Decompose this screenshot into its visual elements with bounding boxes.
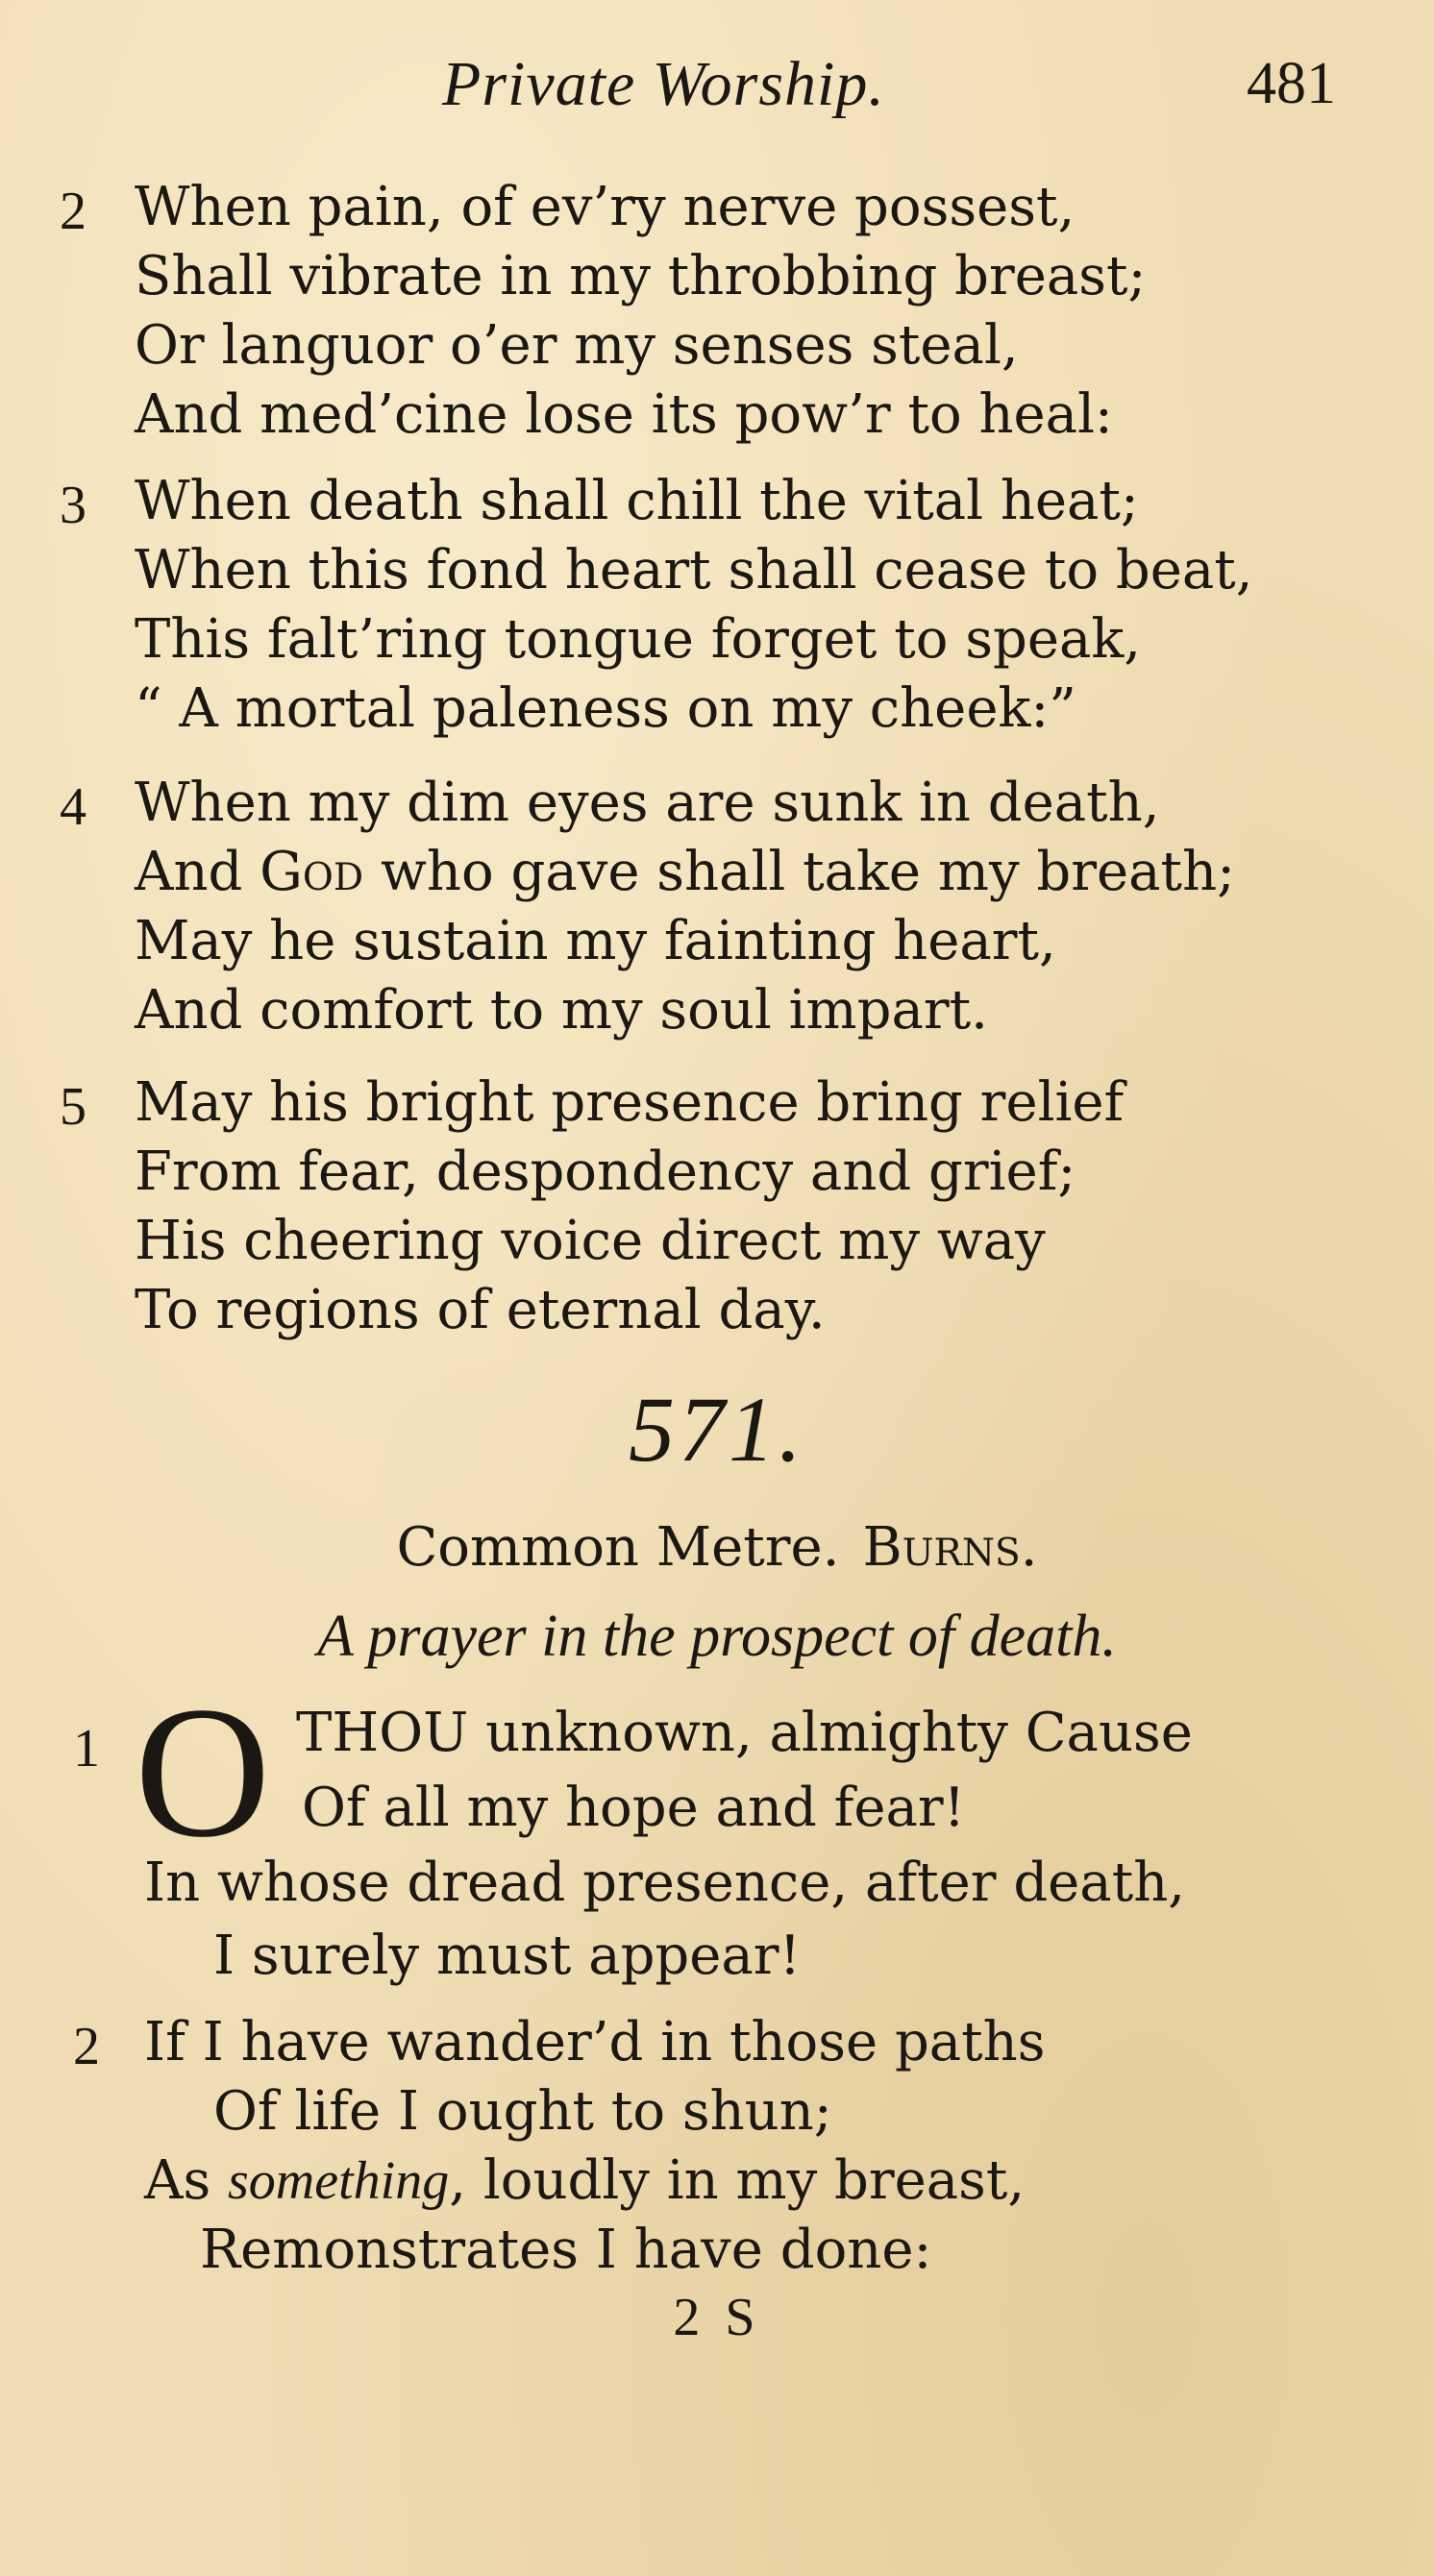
verse-line: And comfort to my soul impart. — [135, 979, 988, 1042]
stanza-number: 3 — [60, 476, 87, 535]
verse-line: In whose dread presence, after death, — [144, 1852, 1186, 1914]
verse-line: May he sustain my fainting heart, — [135, 910, 1056, 972]
verse-line — [135, 838, 1235, 907]
verse-line: If I have wander’d in those paths — [144, 2011, 1046, 2073]
metre: Common Metre. — [396, 1516, 840, 1579]
page-number: 481 — [1247, 51, 1336, 116]
verse-line: Of all my hope and fear! — [302, 1777, 966, 1839]
verse-line: Of life I ought to shun; — [213, 2080, 832, 2143]
hymn-number: 571. — [629, 1378, 805, 1481]
stanza-number: 2 — [73, 2017, 100, 2076]
verse-line-part: And — [135, 841, 243, 903]
hymn-title: A prayer in the prospect of death. — [317, 1604, 1117, 1669]
verse-line: THOU unknown, almighty Cause — [296, 1702, 1193, 1764]
verse-line: When death shall chill the vital heat; — [135, 470, 1139, 532]
verse-line: To regions of eternal day. — [135, 1279, 826, 1341]
verse-line: “ A mortal paleness on my cheek:” — [135, 677, 1076, 740]
stanza-number: 1 — [73, 1719, 100, 1779]
verse-line: When pain, of ev’ry nerve possest, — [135, 176, 1076, 238]
verse-line: And med’cine lose its pow’r to heal: — [135, 383, 1113, 446]
running-title: Private Worship. — [442, 49, 885, 119]
stanza-number: 2 — [60, 182, 87, 241]
emphasized-word: something — [228, 2151, 450, 2211]
verse-line: May his bright presence bring relief — [135, 1071, 1125, 1134]
verse-line: When this fond heart shall cease to beat, — [135, 539, 1253, 601]
verse-line: His cheering voice direct my way — [135, 1210, 1046, 1272]
verse-line: Or languor o’er my senses steal, — [135, 314, 1019, 377]
metre-line — [0, 1516, 1434, 1579]
verse-line — [144, 2147, 1025, 2216]
verse-line-part: who gave shall take my breath; — [380, 841, 1235, 903]
verse-line: This falt’ring tongue forget to speak, — [135, 608, 1142, 671]
stanza-number: 5 — [60, 1077, 87, 1137]
verse-line-part: , loudly in my breast, — [449, 2149, 1026, 2212]
verse-line: Remonstrates I have done: — [200, 2219, 932, 2281]
author: Burns. — [862, 1516, 1038, 1579]
verse-line-part: As — [144, 2149, 211, 2212]
verse-line: I surely must appear! — [213, 1925, 802, 1987]
verse-line: From fear, despondency and grief; — [135, 1141, 1076, 1203]
verse-line: When my dim eyes are sunk in death, — [135, 772, 1160, 834]
drop-cap: O — [135, 1668, 271, 1877]
stanza-number: 4 — [60, 777, 87, 837]
verse-line: Shall vibrate in my throbbing breast; — [135, 245, 1147, 307]
signature-mark: 2 S — [673, 2288, 761, 2347]
divine-name: God — [260, 841, 364, 903]
